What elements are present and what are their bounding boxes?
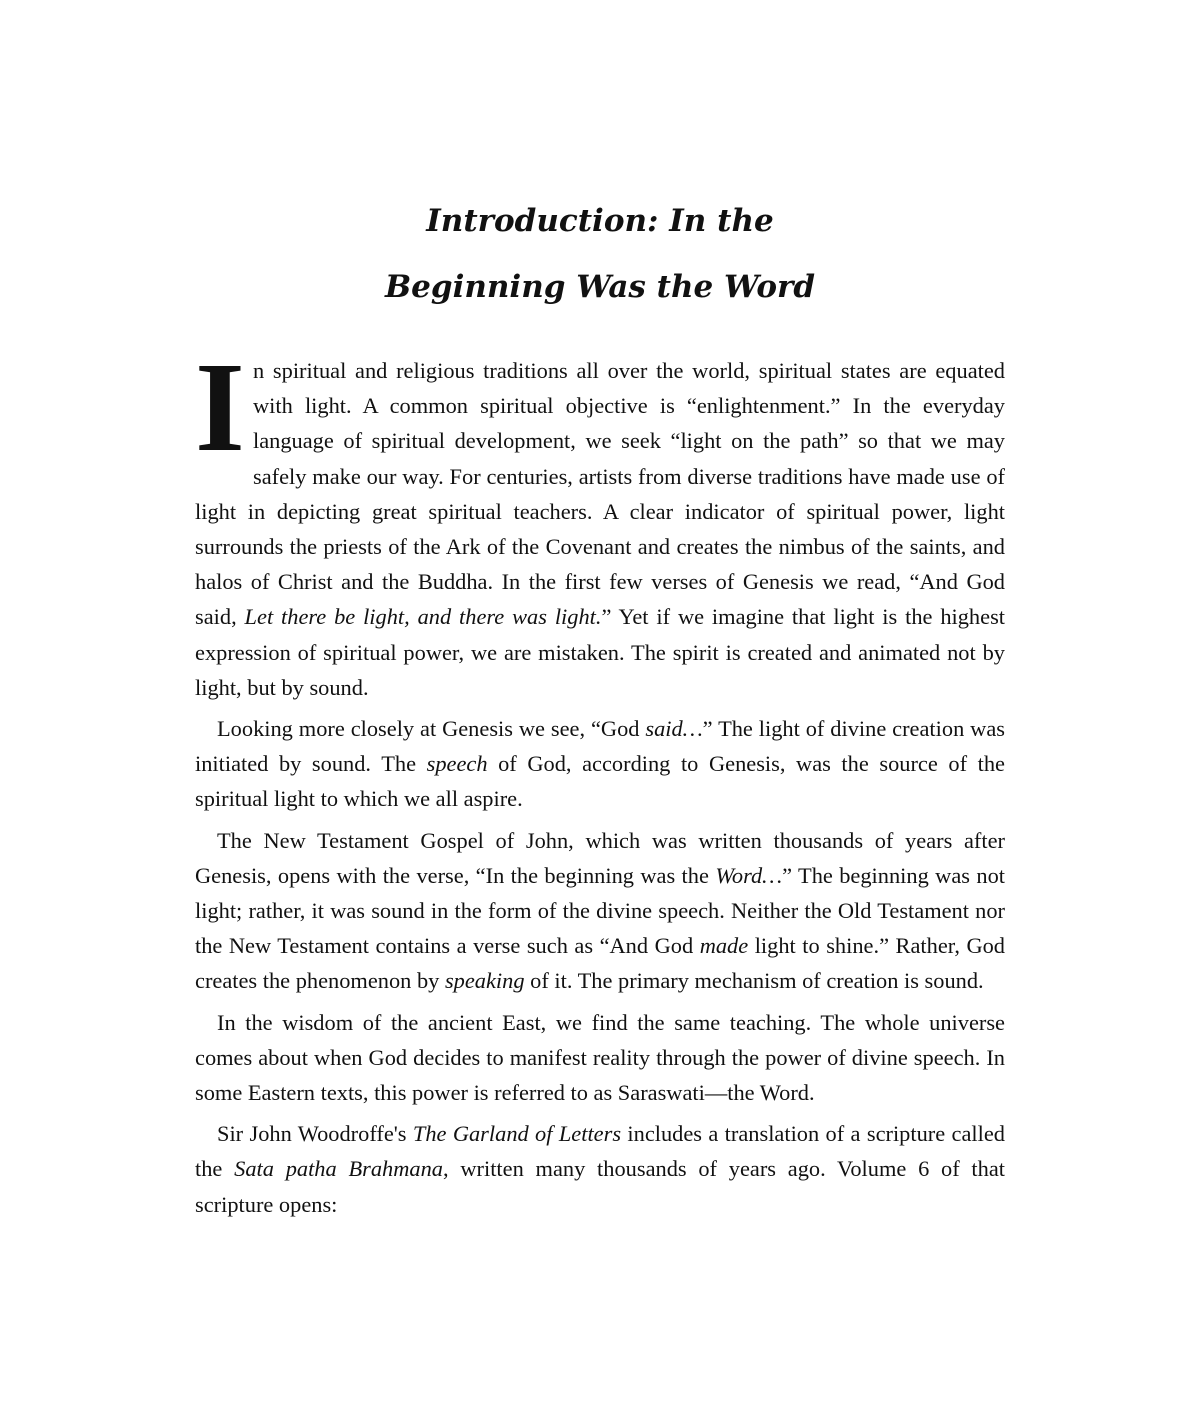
- chapter-title: [195, 188, 1005, 320]
- paragraph-text: ” Yet if we imagine that light is the highest expression of spiritual power, we are mistaken. The spirit is created and animated not by light, but by sound.: [195, 604, 1006, 700]
- paragraph-1: [195, 336, 1006, 705]
- paragraph-italic-text: Word…: [715, 862, 783, 888]
- paragraph-italic-text: said…: [645, 716, 703, 742]
- paragraph-text: light to shine.” Rather, God creates the phenomenon by: [195, 933, 1006, 994]
- paragraph-text: The New Testament Gospel of John, which was written thousands of years after Genesis, opens with the verse, “In the beginning was the: [195, 827, 1005, 888]
- chapter-title-line-1: Introduction: In the: [426, 203, 774, 239]
- paragraph-text: n spiritual and religious traditions all over the world, spiritual states are equated with light. A common spiritual objective is “enlightenment.” In the everyday language of spiritual development, we seek “light on the path” so that we may safely make our way. For centuries, artists from diverse traditions have made use of light in depicting great spiritual teachers. A clear indicator of spiritual power, light surrounds the priests of the Ark of the Covenant and creates the nimbus of the saints, and halos of Christ and the Buddha. In the first few verses of Genesis we read, “And God said,: [195, 358, 1005, 630]
- paragraph-2: [195, 711, 1005, 817]
- paragraph-text: ” The light of divine creation was initiated by sound. The: [195, 716, 1005, 777]
- paragraph-text: , written many thousands of years ago. Volume 6 of that scripture opens:: [195, 1156, 1006, 1217]
- paragraph-text: Sir John Woodroffe's: [217, 1121, 413, 1147]
- paragraph-text: In the wisdom of the ancient East, we find the same teaching. The whole universe comes about when God decides to manifest reality through the power of divine speech. In some Eastern texts, this power is referred to as Saraswati—the Word.: [195, 1009, 1005, 1106]
- paragraph-text: of it. The primary mechanism of creation is sound.: [524, 968, 984, 994]
- paragraph-italic-text: The Garland of Letters: [412, 1121, 622, 1147]
- drop-cap: I: [195, 336, 245, 478]
- paragraph-text: of God, according to Genesis, was the source of the spiritual light to which we all aspire.: [195, 751, 1005, 812]
- paragraph-italic-text: made: [699, 933, 749, 959]
- paragraph-text: Looking more closely at Genesis we see, “God: [217, 716, 646, 742]
- paragraph-3: [195, 823, 1005, 999]
- paragraph-italic-text: Let there be light, and there was light.: [244, 604, 602, 630]
- paragraph-text: ” The beginning was not light; rather, it was sound in the form of the divine speech. Neither the Old Testament nor the New Testament contains a verse such as “And God: [195, 862, 1005, 959]
- paragraph-italic-text: Sata patha Brahmana: [234, 1156, 443, 1182]
- paragraph-5: [195, 1116, 1005, 1222]
- paragraph-text: includes a translation of a scripture called the: [195, 1121, 1005, 1182]
- paragraph-italic-text: speech: [426, 751, 488, 777]
- chapter-body: [195, 336, 1006, 1228]
- chapter-title-line-2: Beginning Was the Word: [384, 269, 816, 305]
- paragraph-italic-text: speaking: [444, 968, 525, 994]
- paragraph-4: [195, 1005, 1005, 1111]
